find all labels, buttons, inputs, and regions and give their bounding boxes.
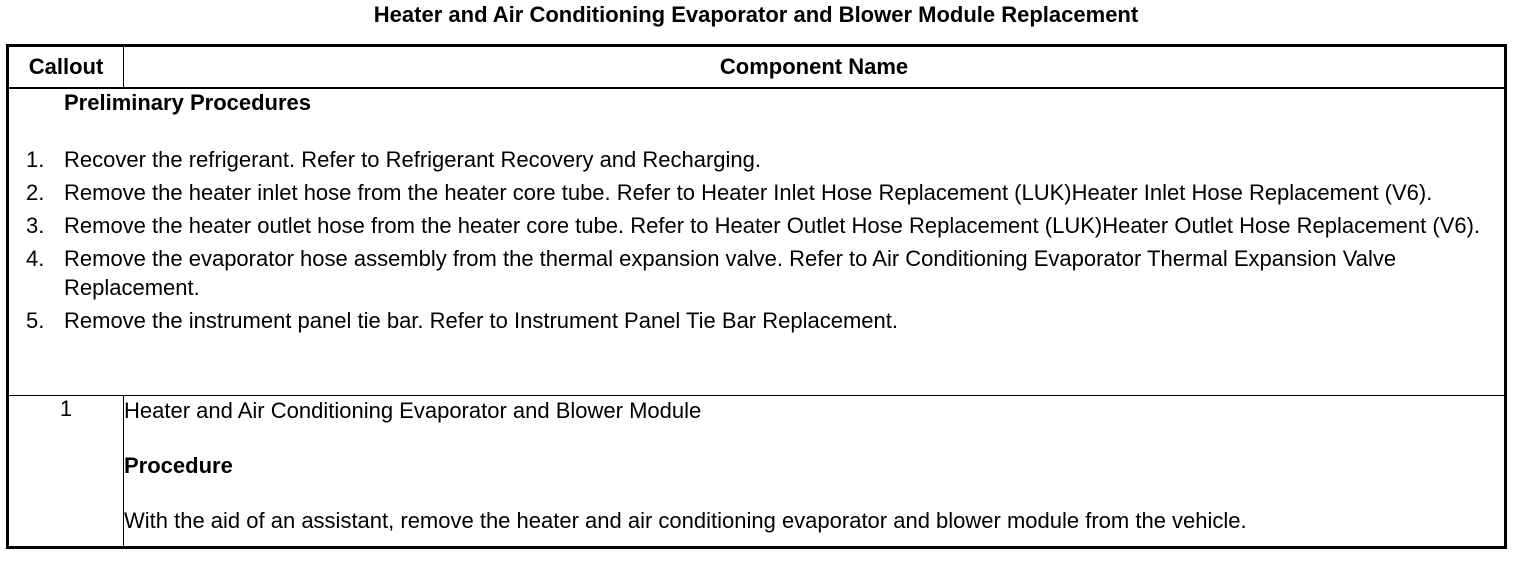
procedure-text: With the aid of an assistant, remove the heater and air conditioning evaporator and blower module from the vehicle.: [124, 508, 1247, 533]
list-item: [9, 178, 1504, 207]
list-item: [9, 306, 1504, 335]
callout-column-header: Callout: [8, 46, 124, 89]
step-text: Remove the evaporator hose assembly from the thermal expansion valve. Refer to Air Conditioning Evaporator Thermal Expansion Valve Replacement.: [64, 246, 1397, 300]
component-name-column-header: Component Name: [124, 46, 1506, 89]
component-cell: [124, 396, 1506, 548]
component-name: Heater and Air Conditioning Evaporator and Blower Module: [124, 398, 702, 423]
step-number: 1.: [26, 147, 45, 172]
step-text: Remove the heater outlet hose from the heater core tube. Refer to Heater Outlet Hose Replacement (LUK)Heater Outlet Hose Replacement (V6).: [64, 213, 1481, 238]
list-item: [9, 145, 1504, 174]
step-text: Remove the heater inlet hose from the heater core tube. Refer to Heater Inlet Hose Replacement (LUK)Heater Inlet Hose Replacement (V6).: [64, 180, 1433, 205]
preliminary-procedures-cell: [8, 88, 1506, 396]
list-item: [9, 244, 1504, 302]
step-number: 3.: [26, 213, 45, 238]
preliminary-procedures-row: [8, 88, 1506, 396]
step-text: Recover the refrigerant. Refer to Refrigerant Recovery and Recharging.: [64, 147, 762, 172]
preliminary-steps-list: [9, 145, 1504, 335]
table-header-row: [8, 46, 1506, 89]
procedure-table: [6, 44, 1507, 549]
page-title: Heater and Air Conditioning Evaporator and Blower Module Replacement: [373, 2, 1139, 27]
preliminary-procedures-heading: Preliminary Procedures: [64, 90, 312, 115]
callout-number: 1: [8, 396, 124, 548]
procedure-label: Procedure: [124, 453, 233, 478]
step-number: 4.: [26, 246, 45, 271]
list-item: [9, 211, 1504, 240]
table-row: [8, 396, 1506, 548]
step-text: Remove the instrument panel tie bar. Refer to Instrument Panel Tie Bar Replacement.: [64, 308, 898, 333]
step-number: 5.: [26, 308, 45, 333]
step-number: 2.: [26, 180, 45, 205]
